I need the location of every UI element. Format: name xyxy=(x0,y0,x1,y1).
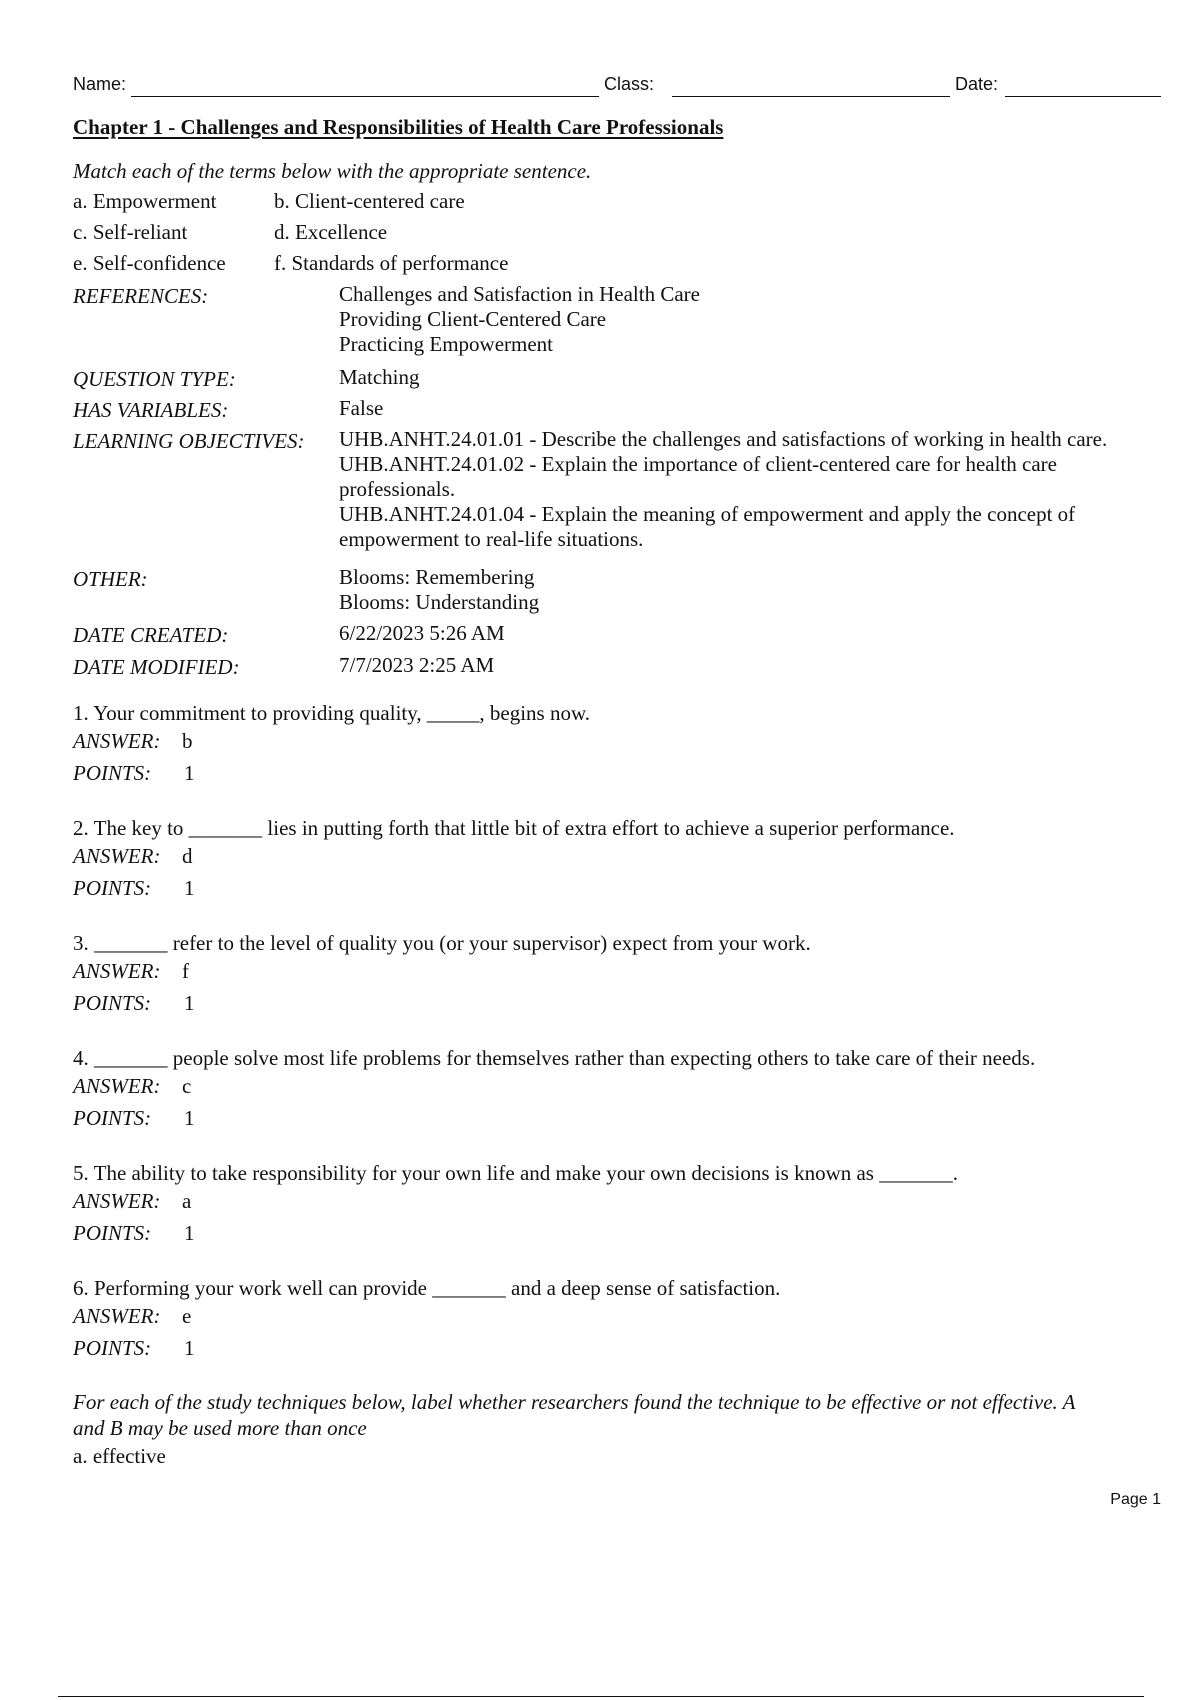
date-field-line[interactable] xyxy=(1005,96,1161,97)
term-a: a. Empowerment xyxy=(73,189,217,213)
has-variables-value: False xyxy=(339,396,384,420)
objective-line: professionals. xyxy=(339,477,456,501)
date-label: Date: xyxy=(955,74,999,94)
other-label: OTHER: xyxy=(73,567,148,591)
term-e: e. Self-confidence xyxy=(73,251,226,275)
term-f: f. Standards of performance xyxy=(274,251,509,275)
references-list xyxy=(339,282,700,357)
answer-label: ANSWER: xyxy=(73,1074,161,1098)
class-label: Class: xyxy=(604,74,655,94)
name-label: Name: xyxy=(73,74,127,94)
question-3-points: 1 xyxy=(184,991,195,1015)
page-number: Page 1 xyxy=(1110,1491,1161,1508)
term-b: b. Client-centered care xyxy=(274,189,465,213)
objective-line: UHB.ANHT.24.01.01 - Describe the challenges and satisfactions of working in health care. xyxy=(339,427,1108,451)
points-label: POINTS: xyxy=(73,761,152,785)
date-created-label: DATE CREATED: xyxy=(73,623,229,647)
points-label: POINTS: xyxy=(73,876,152,900)
question-6-points: 1 xyxy=(184,1336,195,1360)
study-option-a: a. effective xyxy=(73,1444,166,1468)
points-label: POINTS: xyxy=(73,1106,152,1130)
has-variables-label: HAS VARIABLES: xyxy=(73,398,229,422)
question-2-text: 2. The key to _______ lies in putting forth that little bit of extra effort to achieve a superior performance. xyxy=(73,816,955,840)
learning-objectives-list xyxy=(339,427,1107,552)
points-label: POINTS: xyxy=(73,1221,152,1245)
question-6-answer: e xyxy=(182,1304,192,1328)
study-instruction-line-2: and B may be used more than once xyxy=(73,1416,367,1440)
reference-item: Providing Client-Centered Care xyxy=(339,307,607,331)
answer-label: ANSWER: xyxy=(73,1189,161,1213)
references-label: REFERENCES: xyxy=(73,284,209,308)
term-d: d. Excellence xyxy=(274,220,388,244)
question-type-label: QUESTION TYPE: xyxy=(73,367,236,391)
answer-label: ANSWER: xyxy=(73,959,161,983)
question-3-text: 3. _______ refer to the level of quality you (or your supervisor) expect from your work. xyxy=(73,931,811,955)
other-item: Blooms: Understanding xyxy=(339,590,540,614)
date-created-value: 6/22/2023 5:26 AM xyxy=(339,621,505,645)
page-divider xyxy=(58,1696,1144,1697)
question-3-answer: f xyxy=(182,959,189,983)
term-c: c. Self-reliant xyxy=(73,220,188,244)
points-label: POINTS: xyxy=(73,991,152,1015)
question-1-points: 1 xyxy=(184,761,195,785)
question-2-answer: d xyxy=(182,844,193,868)
objective-line: UHB.ANHT.24.01.04 - Explain the meaning of empowerment and apply the concept of xyxy=(339,502,1076,526)
question-5-points: 1 xyxy=(184,1221,195,1245)
question-5-text: 5. The ability to take responsibility for your own life and make your own decisions is known as _______. xyxy=(73,1161,958,1185)
question-type-value: Matching xyxy=(339,365,420,389)
matching-instruction: Match each of the terms below with the appropriate sentence. xyxy=(73,159,592,183)
question-4-points: 1 xyxy=(184,1106,195,1130)
question-2-points: 1 xyxy=(184,876,195,900)
answer-label: ANSWER: xyxy=(73,1304,161,1328)
class-field-line[interactable] xyxy=(672,96,950,97)
question-4-answer: c xyxy=(182,1074,192,1098)
question-5-answer: a xyxy=(182,1189,192,1213)
answer-label: ANSWER: xyxy=(73,844,161,868)
reference-item: Practicing Empowerment xyxy=(339,332,554,356)
answer-label: ANSWER: xyxy=(73,729,161,753)
date-modified-value: 7/7/2023 2:25 AM xyxy=(339,653,495,677)
other-item: Blooms: Remembering xyxy=(339,565,535,589)
question-1-text: 1. Your commitment to providing quality, _____, begins now. xyxy=(73,701,591,725)
reference-item: Challenges and Satisfaction in Health Care xyxy=(339,282,700,306)
other-list xyxy=(339,565,539,615)
objective-line: empowerment to real-life situations. xyxy=(339,527,644,551)
date-modified-label: DATE MODIFIED: xyxy=(73,655,240,679)
points-label: POINTS: xyxy=(73,1336,152,1360)
learning-objectives-label: LEARNING OBJECTIVES: xyxy=(73,429,305,453)
objective-line: UHB.ANHT.24.01.02 - Explain the importance of client-centered care for health care xyxy=(339,452,1057,476)
question-6-text: 6. Performing your work well can provide _______ and a deep sense of satisfaction. xyxy=(73,1276,781,1300)
study-instruction-line-1: For each of the study techniques below, label whether researchers found the technique to be effective or not effective. A xyxy=(73,1390,1076,1414)
chapter-title: Chapter 1 - Challenges and Responsibilities of Health Care Professionals xyxy=(73,115,724,139)
question-4-text: 4. _______ people solve most life problems for themselves rather than expecting others to take care of their needs. xyxy=(73,1046,1036,1070)
name-field-line[interactable] xyxy=(131,96,599,97)
question-1-answer: b xyxy=(182,729,193,753)
